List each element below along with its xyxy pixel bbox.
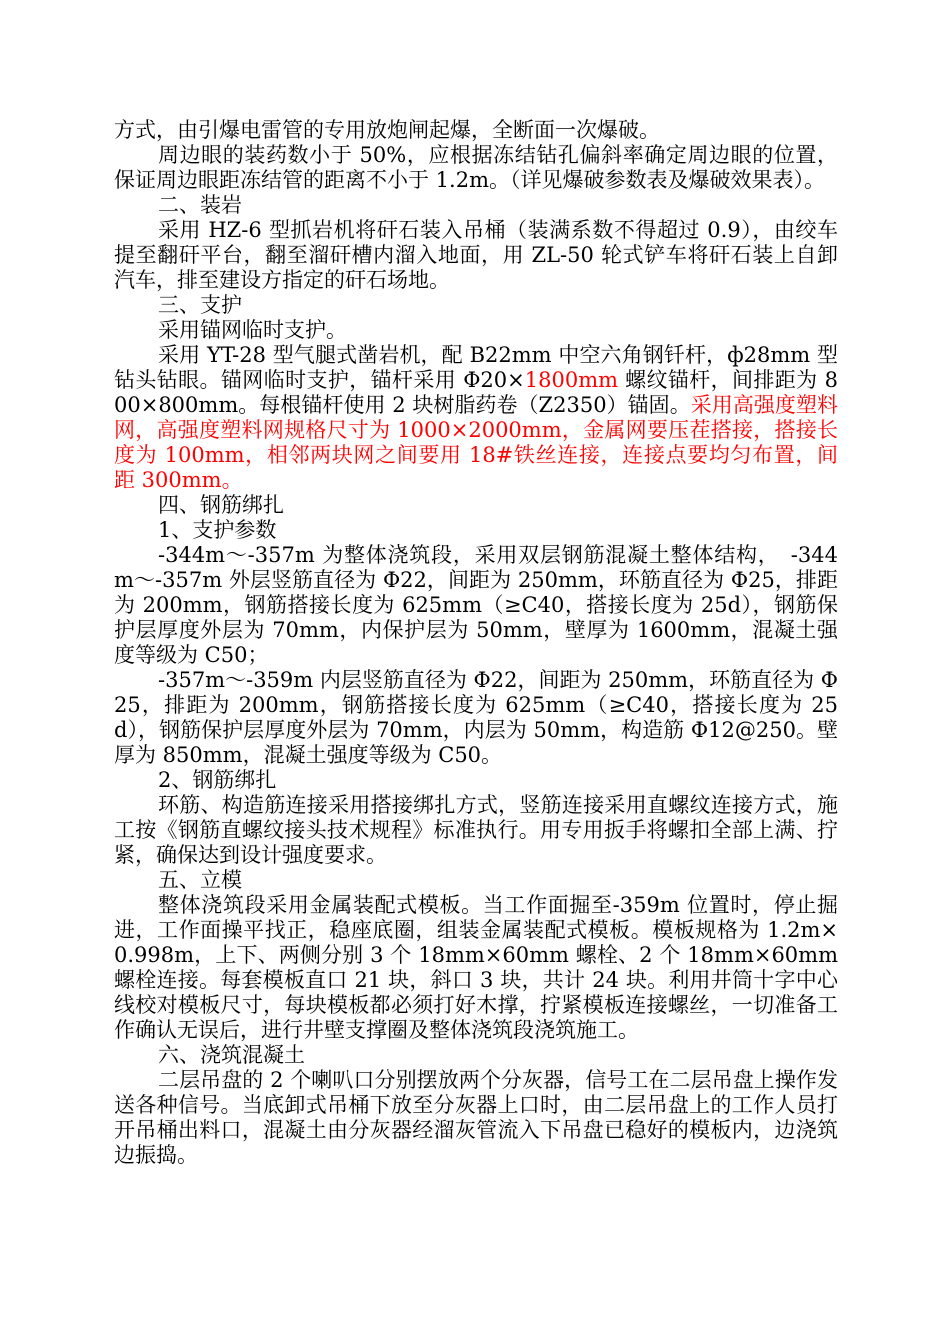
section-heading-loading: 二、装岩 xyxy=(158,193,242,217)
section-heading-formwork: 五、立模 xyxy=(158,868,242,892)
document-body xyxy=(114,118,838,1168)
paragraph-perimeter-holes: 周边眼的装药数小于 50%，应根据冻结钻孔偏斜率确定周边眼的位置，保证周边眼距冻结管的距离不小于 1.2m。（详见爆破参数表及爆破效果表）。 xyxy=(114,143,838,192)
support-text-part1: 采用 YT-28 型气腿式凿岩机，配 B22mm 中空六角钢钎杆，ф28mm 型钻头钻眼。锚网临时支护，锚杆采用 Φ20× xyxy=(114,343,838,392)
section-heading-rebar: 四、钢筋绑扎 xyxy=(158,493,284,517)
paragraph-support-details xyxy=(114,343,838,493)
paragraph-formwork: 整体浇筑段采用金属装配式模板。当工作面掘至-359m 位置时，停止掘进，工作面操平找正，稳座底圈，组装金属装配式模板。模板规格为 1.2m×0.998m，上下、两侧分别 3 个 18mm×60mm 螺栓、2 个 18mm×60mm 螺栓连接。每套模板直口 21 块，斜口 3 块，共计 24 块。利用井筒十字中心线校对模板尺寸，每块模板都必须打好木撑，拧紧模板连接螺丝，一切准备工作确认无误后，进行井壁支撑圈及整体浇筑段浇筑施工。 xyxy=(114,893,838,1042)
section-heading-concrete: 六、浇筑混凝土 xyxy=(158,1043,305,1067)
support-highlight-mesh: 采用高强度塑料网，高强度塑料网规格尺寸为 1000×2000mm，金属网要压茬搭接，搭接长度为 100mm，相邻两块网之间要用 18#铁丝连接，连接点要均匀布置，间距 300mm。 xyxy=(114,393,838,492)
support-text-part2: 螺纹锚杆，间排距为 800×800mm。每根锚杆使用 2 块树脂药卷（Z2350）锚固。 xyxy=(114,368,838,417)
section-heading-support: 三、支护 xyxy=(158,293,242,317)
paragraph-inner-layer: -357m～-359m 内层竖筋直径为 Φ22，间距为 250mm，环筋直径为 Φ25，排距为 200mm，钢筋搭接长度为 625mm（≥C40，搭接长度为 25d），钢筋保护层厚度外层为 70mm，内层为 50mm，构造筋 Φ12@250。壁厚为 850mm，混凝土强度等级为 C50。 xyxy=(114,668,838,767)
support-highlight-length: 1800mm xyxy=(524,368,619,392)
paragraph-rebar-binding: 环筋、构造筋连接采用搭接绑扎方式，竖筋连接采用直螺纹连接方式，施工按《钢筋直螺纹接头技术规程》标准执行。用专用扳手将螺扣全部上满、拧紧，确保达到设计强度要求。 xyxy=(114,793,838,867)
paragraph-support-intro: 采用锚网临时支护。 xyxy=(158,318,347,342)
paragraph-loading: 采用 HZ-6 型抓岩机将矸石装入吊桶（装满系数不得超过 0.9），由绞车提至翻矸平台，翻至溜矸槽内溜入地面，用 ZL-50 轮式铲车将矸石装上自卸汽车，排至建设方指定的矸石场地。 xyxy=(114,218,838,292)
paragraph-outer-layer: -344m～-357m 为整体浇筑段，采用双层钢筋混凝土整体结构， -344m～-357m 外层竖筋直径为 Φ22，间距为 250mm，环筋直径为 Φ25，排距为 200mm，钢筋搭接长度为 625mm（≥C40，搭接长度为 25d），钢筋保护层厚度外层为 70mm，内保护层为 50mm，壁厚为 1600mm，混凝土强度等级为 C50； xyxy=(114,543,838,667)
subheading-support-parameters: 1、支护参数 xyxy=(158,518,277,542)
subheading-rebar-binding: 2、钢筋绑扎 xyxy=(158,768,277,792)
paragraph-blasting-method: 方式，由引爆电雷管的专用放炮闸起爆，全断面一次爆破。 xyxy=(114,118,660,142)
paragraph-concrete: 二层吊盘的 2 个喇叭口分别摆放两个分灰器，信号工在二层吊盘上操作发送各种信号。当底卸式吊桶下放至分灰器上口时，由二层吊盘上的工作人员打开吊桶出料口，混凝土由分灰器经溜灰管流入下吊盘已稳好的模板内，边浇筑边振捣。 xyxy=(114,1068,838,1167)
